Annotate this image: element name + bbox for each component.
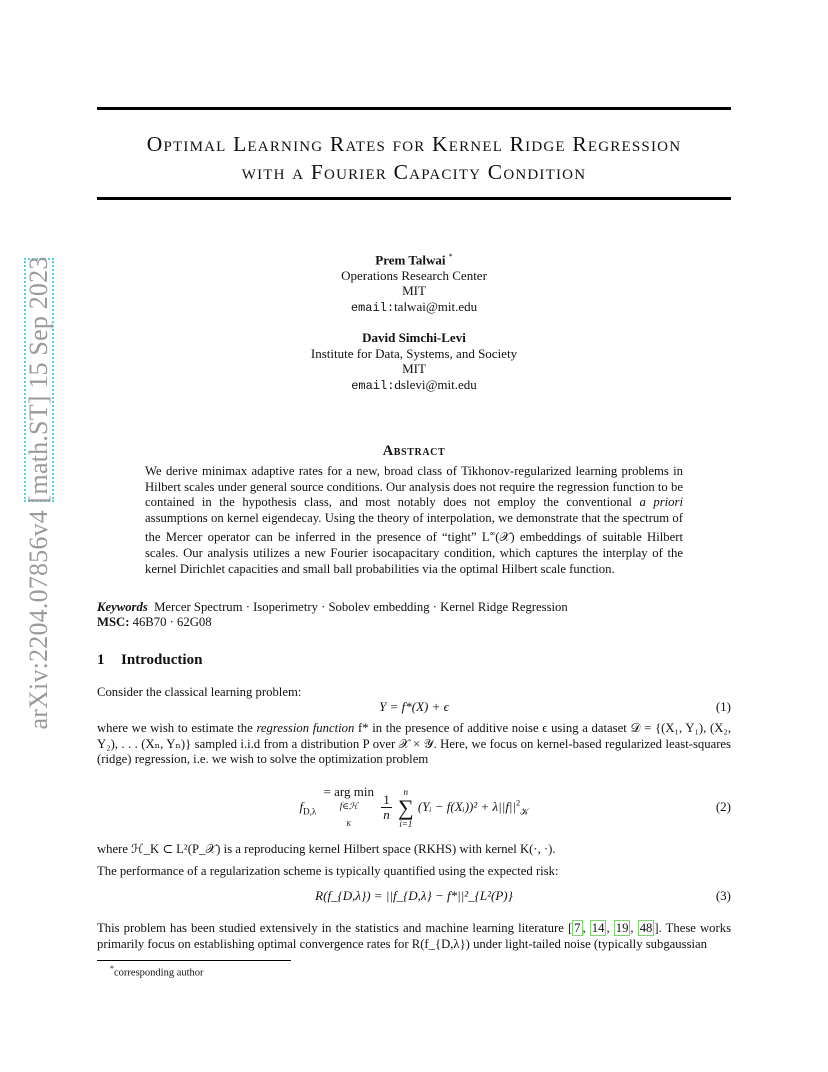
intro-paragraph-4: The performance of a regularization scheme is typically quantified using the expected risk:	[97, 864, 559, 878]
abstract-text: We derive minimax adaptive rates for a new, broad class of Tikhonov-regularized learning problems in Hilbert scales under general source conditions. Our analysis does not require the regression function to be contained in the hypothesis class, and most notably does not employ the conventional a priori assumptions on kernel eigendecay. Using the theory of interpolation, we demonstrate that the spectrum of the Mercer operator can be inferred in the presence of “tight” L∞(𝒳) embeddings of suitable Hilbert scales. Our analysis utilizes a new Fourier isocapacitary condition, which captures the interplay of the kernel Dirichlet capacities and small ball probabilities via the optimal Hilbert scale function.	[145, 464, 683, 576]
citation-link[interactable]: 14	[591, 921, 605, 935]
author-email[interactable]: email:dslevi@mit.edu	[351, 376, 477, 393]
author-footnote-mark: *	[448, 252, 453, 261]
intro-paragraph-5: This problem has been studied extensively in the statistics and machine learning literature [ 7 , 14 , 19 , 48 ]. These works primarily focus on establishing optimal convergence rates for R(f_{D,λ}) under light-tailed noise (typically subgaussian	[97, 921, 732, 951]
arxiv-identifier: arXiv:2204.07856v4 [math.ST] 15 Sep 2023	[24, 256, 53, 730]
equation-2: $f_{D,\lambda}$ = arg min f∈ℋ $_K$ $\frac{1}{n}$ n ∑ i=1 (Yᵢ − f(Xᵢ))² + $\lambda||f||^2_𝒦$ (2)	[299, 784, 731, 829]
footnote-rule	[97, 960, 291, 961]
footnote: *corresponding author	[110, 964, 204, 979]
title-rule-bottom	[97, 197, 731, 200]
citation-link[interactable]: 48	[639, 921, 653, 935]
author-institution: MIT	[402, 361, 426, 376]
author-name: Prem Talwai	[375, 252, 446, 268]
abstract-heading: Abstract	[382, 443, 446, 459]
citation-link[interactable]: 7	[574, 921, 581, 935]
author-block-2	[97, 330, 731, 394]
keywords: Keywords Mercer Spectrum · Isoperimetry · Sobolev embedding · Kernel Ridge Regression	[97, 600, 568, 614]
title-rule-top	[97, 107, 731, 110]
author-affiliation: Institute for Data, Systems, and Society	[310, 345, 518, 361]
author-affiliation: Operations Research Center	[341, 267, 487, 283]
equation-1: Y = f*(X) + ϵ (1)	[379, 699, 731, 714]
intro-paragraph-1: Consider the classical learning problem:	[97, 685, 302, 699]
arxiv-sidebar	[22, 238, 56, 748]
equation-3: R(f_{D,λ}) = ||f_{D,λ} − f*||²_{L²(P)} (3)	[315, 888, 731, 903]
author-institution: MIT	[402, 283, 426, 299]
intro-paragraph-2: where we wish to estimate the regression function f* in the presence of additive noise ϵ using a dataset 𝒟 = {(X₁, Y₁), (X₂, Y₂), . . . (Xₙ, Yₙ)} sampled i.i.d from a distribution P over 𝒳 × 𝒴. Here, we focus on kernel-based regularized least-squares (ridge) regression, i.e. we wish to solve the optimization problem	[97, 721, 731, 767]
author-email[interactable]: email:talwai@mit.edu	[350, 298, 478, 315]
paper-title: Optimal Learning Rates for Kernel Ridge Regression with a Fourier Capacity Condition	[146, 132, 682, 184]
section-heading: 1 Introduction	[97, 652, 203, 668]
msc-codes: MSC: 46B70 · 62G08	[97, 615, 212, 629]
author-name: David Simchi-Levi	[362, 330, 466, 345]
intro-paragraph-3: where ℋ_K ⊂ L²(P_𝒳) is a reproducing kernel Hilbert space (RKHS) with kernel K(·, ·).	[97, 842, 556, 856]
citation-link[interactable]: 19	[615, 921, 629, 935]
author-block-1	[97, 249, 731, 316]
